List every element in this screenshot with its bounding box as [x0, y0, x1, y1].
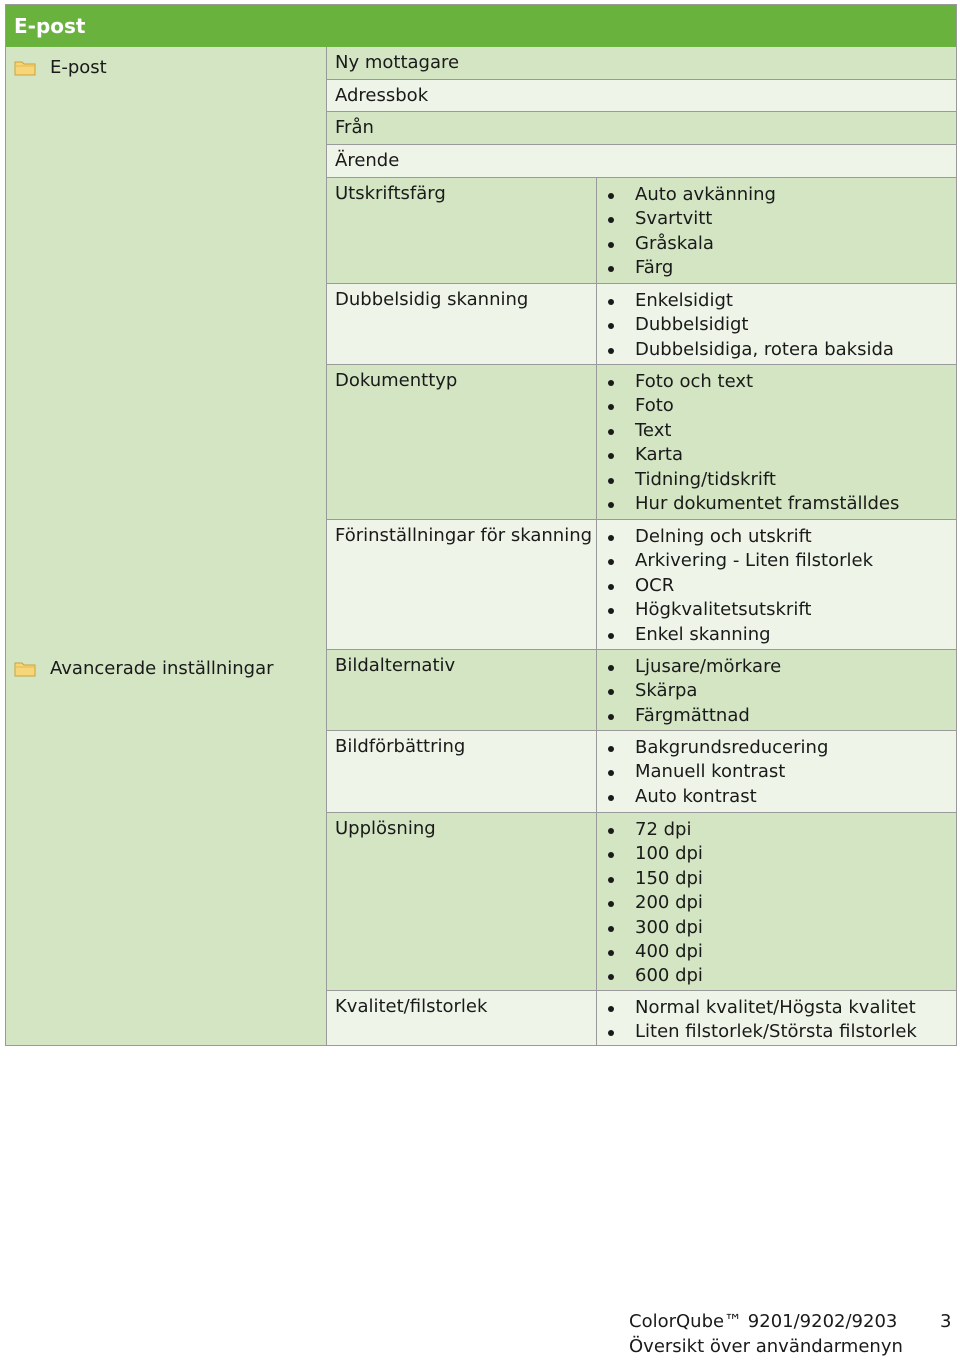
category-column	[6, 47, 327, 1045]
list-item: 400 dpi	[606, 940, 703, 964]
list-item: Foto	[606, 394, 899, 418]
list-item: 100 dpi	[606, 842, 703, 866]
list-item: Färgmättnad	[606, 704, 781, 728]
list-item: 200 dpi	[606, 891, 703, 915]
category-e-post	[14, 57, 107, 78]
option-list	[606, 289, 894, 362]
page-footer	[629, 1309, 903, 1359]
list-item: 72 dpi	[606, 818, 703, 842]
list-item: Manuell kontrast	[606, 760, 828, 784]
table-row	[327, 520, 956, 650]
list-item: 300 dpi	[606, 916, 703, 940]
setting-label: Upplösning	[335, 818, 436, 839]
list-item: OCR	[606, 574, 873, 598]
table-row	[327, 731, 956, 813]
category-avancerade-installningar	[14, 658, 274, 679]
list-item: Enkel skanning	[606, 623, 873, 647]
option-list	[606, 370, 899, 516]
list-item: Enkelsidigt	[606, 289, 894, 313]
list-item: Delning och utskrift	[606, 525, 873, 549]
list-item: Hur dokumentet framställdes	[606, 492, 899, 516]
list-item: Tidning/tidskrift	[606, 468, 899, 492]
setting-label: Bildförbättring	[335, 736, 466, 757]
setting-label: Adressbok	[335, 85, 429, 106]
list-item: Högkvalitetsutskrift	[606, 598, 873, 622]
table-row	[327, 178, 956, 284]
list-item: Svartvitt	[606, 207, 776, 231]
setting-label: Bildalternativ	[335, 655, 456, 676]
list-item: Gråskala	[606, 232, 776, 256]
option-list	[606, 818, 703, 989]
table-row	[327, 47, 956, 80]
setting-label: Kvalitet/filstorlek	[335, 996, 488, 1017]
footer-subtitle: Översikt över användarmenyn	[629, 1336, 903, 1357]
table-row	[327, 813, 956, 991]
list-item: Karta	[606, 443, 899, 467]
setting-label: Dokumenttyp	[335, 370, 458, 391]
category-label: E-post	[50, 57, 107, 78]
option-list	[606, 183, 776, 281]
option-list	[606, 736, 828, 809]
table-row	[327, 284, 956, 365]
table-row	[327, 145, 956, 178]
list-item: Färg	[606, 256, 776, 280]
list-item: 150 dpi	[606, 867, 703, 891]
list-item: Liten filstorlek/Största filstorlek	[606, 1020, 917, 1044]
table-row	[327, 650, 956, 731]
setting-label: Dubbelsidig skanning	[335, 289, 529, 310]
table-row	[327, 365, 956, 520]
footer-product: ColorQube™ 9201/9202/9203	[629, 1311, 898, 1332]
option-list	[606, 525, 873, 647]
category-label: Avancerade inställningar	[50, 658, 274, 679]
menu-table	[5, 4, 957, 1046]
table-row	[327, 991, 956, 1045]
folder-icon	[14, 59, 36, 76]
option-list	[606, 996, 917, 1045]
list-item: Text	[606, 419, 899, 443]
list-item: Dubbelsidiga, rotera baksida	[606, 338, 894, 362]
table-row	[327, 80, 956, 112]
page-title: E-post	[6, 5, 956, 47]
list-item: Dubbelsidigt	[606, 313, 894, 337]
setting-label: Förinställningar för skanning	[335, 525, 593, 546]
list-item: Auto kontrast	[606, 785, 828, 809]
setting-label: Ny mottagare	[335, 52, 460, 73]
list-item: Normal kvalitet/Högsta kvalitet	[606, 996, 917, 1020]
setting-label: Från	[335, 117, 374, 138]
list-item: Skärpa	[606, 679, 781, 703]
list-item: Ljusare/mörkare	[606, 655, 781, 679]
setting-label: Ärende	[335, 150, 400, 171]
setting-label: Utskriftsfärg	[335, 183, 446, 204]
list-item: Auto avkänning	[606, 183, 776, 207]
page-number: 3	[940, 1311, 952, 1332]
option-list	[606, 655, 781, 728]
folder-icon	[14, 660, 36, 677]
table-row	[327, 112, 956, 145]
list-item: Foto och text	[606, 370, 899, 394]
list-item: 600 dpi	[606, 964, 703, 988]
list-item: Bakgrundsreducering	[606, 736, 828, 760]
list-item: Arkivering - Liten filstorlek	[606, 549, 873, 573]
